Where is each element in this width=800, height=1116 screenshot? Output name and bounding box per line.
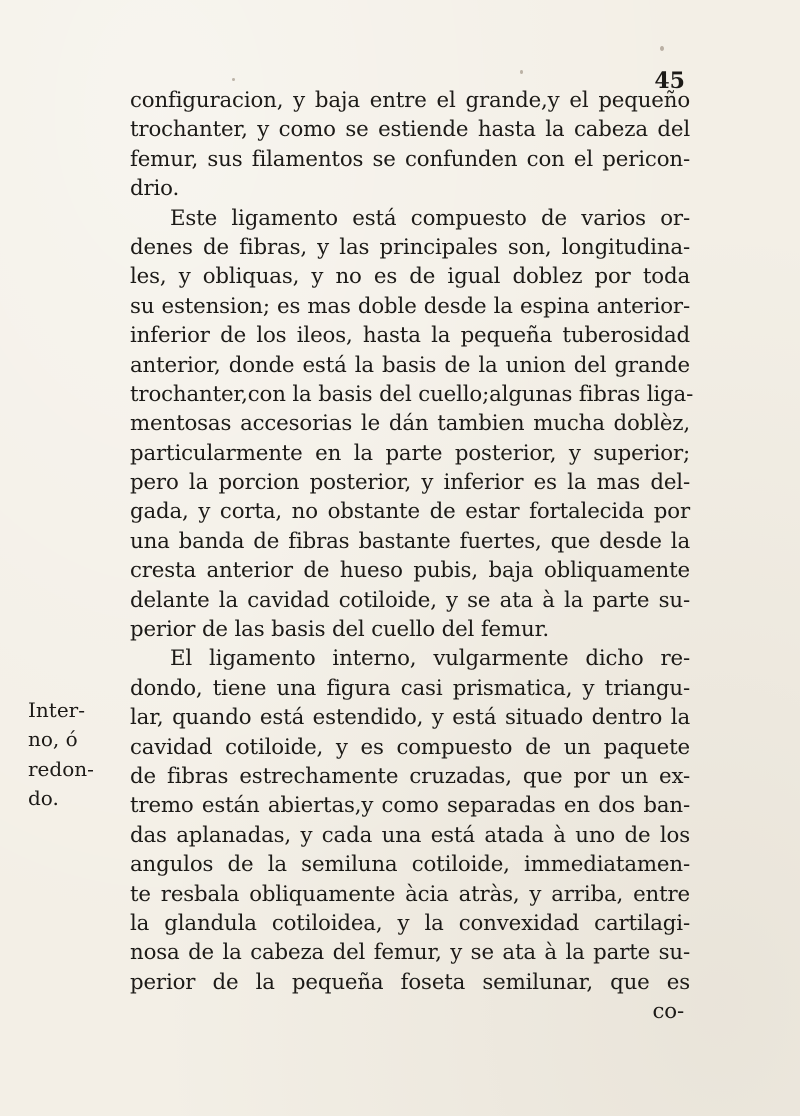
text-line: la glandula cotiloidea, y la convexidad cartilagi- [130, 910, 690, 936]
page-number: 45 [654, 68, 685, 94]
ink-speck [232, 78, 235, 81]
text-line: perior de las basis del cuello del femur. [130, 617, 549, 643]
text-line: mentosas accesorias le dán tambien mucha doblèz, [130, 411, 690, 437]
text-line: perior de la pequeña foseta semilunar, que es [130, 969, 690, 995]
text-line: angulos de la semiluna cotiloide, immediatamen- [130, 852, 690, 878]
text-line: su estension; es mas doble desde la espina anterior- [130, 293, 690, 319]
text-line: anterior, donde está la basis de la union del grande [130, 352, 690, 378]
text-line: El ligamento interno, vulgarmente dicho re- [170, 646, 690, 672]
text-line: drio. [130, 176, 180, 202]
text-line: nosa de la cabeza del femur, y se ata à la parte su- [130, 940, 690, 966]
body-text [130, 86, 694, 1027]
text-line: dondo, tiene una figura casi prismatica, y triangu- [130, 675, 690, 701]
text-line: te resbala obliquamente àcia atràs, y arriba, entre [130, 881, 690, 907]
margin-note-line: redon- [28, 756, 94, 781]
text-line: cavidad cotiloide, y es compuesto de un paquete [130, 734, 690, 760]
text-line: inferior de los ileos, hasta la pequeña tuberosidad [130, 323, 690, 349]
text-line: les, y obliquas, y no es de igual doblez por toda [130, 264, 690, 290]
catchword: co- [652, 999, 684, 1025]
text-line: de fibras estrechamente cruzadas, que por un ex- [130, 763, 690, 789]
text-line: trochanter, y como se estiende hasta la cabeza del [130, 117, 690, 143]
text-line: gada, y corta, no obstante de estar fortalecida por [130, 499, 690, 525]
text-line: lar, quando está estendido, y está situado dentro la [130, 705, 690, 731]
margin-note [28, 696, 128, 814]
text-line: delante la cavidad cotiloide, y se ata à la parte su- [130, 587, 690, 613]
text-line: cresta anterior de hueso pubis, baja obliquamente [130, 558, 690, 584]
text-line: Este ligamento está compuesto de varios or- [170, 205, 690, 231]
ink-speck [520, 70, 523, 74]
margin-note-line: do. [28, 786, 59, 811]
text-line: una banda de fibras bastante fuertes, que desde la [130, 528, 690, 554]
text-line: tremo están abiertas,y como separadas en dos ban- [130, 793, 690, 819]
margin-note-line: Inter- [28, 698, 85, 722]
text-line: pero la porcion posterior, y inferior es la mas del- [130, 470, 690, 496]
text-line: configuracion, y baja entre el grande,y el pequeño [130, 88, 690, 113]
text-line: denes de fibras, y las principales son, longitudina- [130, 234, 690, 260]
margin-note-line: no, ó [28, 727, 78, 752]
text-line: das aplanadas, y cada una está atada à uno de los [130, 822, 690, 848]
ink-speck [660, 46, 664, 51]
text-line: particularmente en la parte posterior, y superior; [130, 440, 690, 466]
text-line: femur, sus filamentos se confunden con el pericon- [130, 146, 690, 172]
text-line: trochanter,con la basis del cuello;algunas fibras liga- [130, 381, 694, 407]
